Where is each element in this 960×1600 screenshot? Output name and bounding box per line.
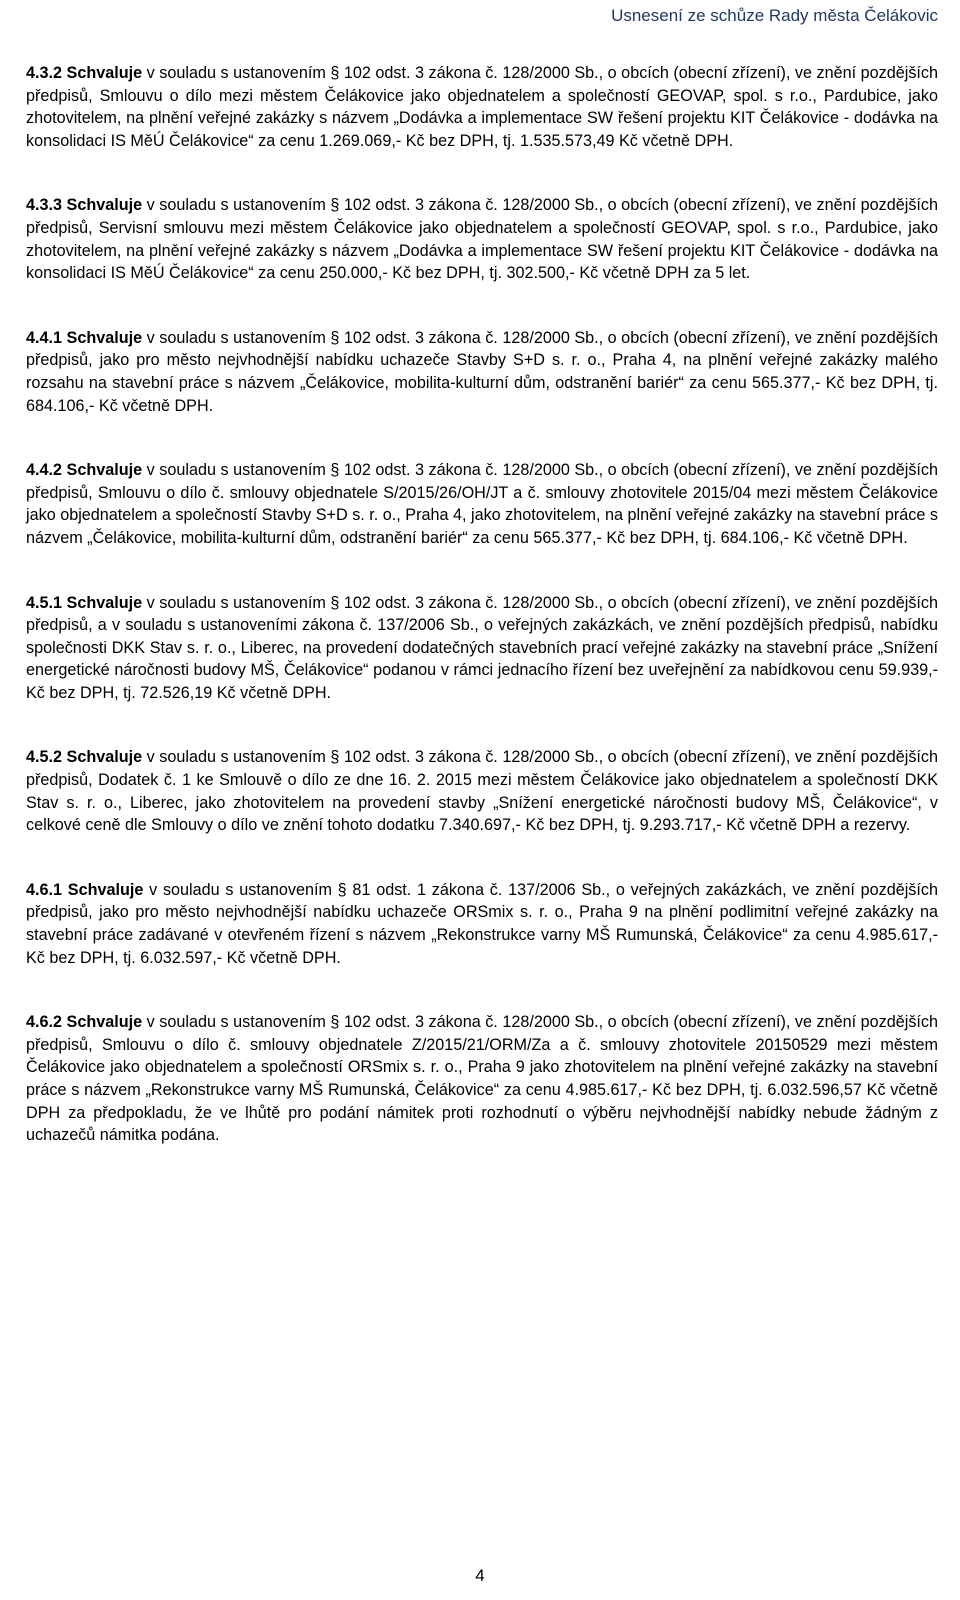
resolution-4-4-1 [26,327,938,417]
resolution-number: 4.6.2 [26,1013,63,1032]
resolution-number: 4.5.2 [26,748,63,767]
resolution-verb: Schvaluje [66,461,143,480]
resolution-text: v souladu s ustanovením § 102 odst. 3 zákona č. 128/2000 Sb., o obcích (obecní zřízení), ve znění pozdějších předpisů, a v souladu s ustanoveními zákona č. 137/2006 Sb., o veřejných zakázkách, ve znění pozdějších předpisů, nabídku společnosti DKK Stav s. r. o., Liberec, na provedení dodatečných stavebních prací veřejné zakázky na stavební práce „Snížení energetické náročnosti budovy MŠ, Čelákovice“ podanou v rámci jednacího řízení bez uveřejnění za nabídkovou cenu 59.939,- Kč bez DPH, tj. 72.526,19 Kč včetně DPH. [26,593,939,702]
resolution-text: v souladu s ustanovením § 102 odst. 3 zákona č. 128/2000 Sb., o obcích (obecní zřízení), ve znění pozdějších předpisů, Smlouvu o dílo č. smlouvy objednatele S/2015/26/OH/JT a č. smlouvy zhotovitele 2015/04 mezi městem Čelákovice jako objednatelem a společností Stavby S+D s. r. o., Praha 4, jako zhotovitelem, na plnění veřejné zakázky na stavební práce s názvem „Čelákovice, mobilita-kulturní dům, odstranění bariér“ za cenu 565.377,- Kč bez DPH, tj. 684.106,- Kč včetně DPH. [26,461,939,547]
resolution-number: 4.6.1 [26,880,63,899]
resolution-text: v souladu s ustanovením § 81 odst. 1 zákona č. 137/2006 Sb., o veřejných zakázkách, ve znění pozdějších předpisů, jako pro město nejvhodnější nabídku uchazeče ORSmix s. r. o., Praha 9 na plnění podlimitní veřejné zakázky na stavební práce zadávané v otevřeném řízení s názvem „Rekonstrukce varny MŠ Rumunská, Čelákovice“ za cenu 4.985.617,- Kč bez DPH, tj. 6.032.597,- Kč včetně DPH. [26,880,938,967]
resolution-number: 4.5.1 [26,593,63,612]
resolution-4-3-2 [26,62,938,152]
resolution-text: v souladu s ustanovením § 102 odst. 3 zákona č. 128/2000 Sb., o obcích (obecní zřízení), ve znění pozdějších předpisů, Smlouvu o dílo č. smlouvy objednatele Z/2015/21/ORM/Za a č. smlouvy zhotovitele 20150529 mezi městem Čelákovice jako objednatelem a společností ORSmix s. r. o., Praha 9 jako zhotovitelem na plnění veřejné zakázky na stavební práce s názvem „Rekonstrukce varny MŠ Rumunská, Čelákovice“ za cenu 4.985.617,- Kč bez DPH, tj. 6.032.596,57 Kč včetně DPH za předpokladu, že ve lhůtě pro podání námitek proti rozhodnutí o výběru nejvhodnější nabídky nebude žádným z uchazečů námitka podána. [26,1013,939,1145]
resolution-4-6-1 [26,879,938,969]
resolution-number: 4.4.2 [26,461,63,480]
resolution-text: v souladu s ustanovením § 102 odst. 3 zákona č. 128/2000 Sb., o obcích (obecní zřízení), ve znění pozdějších předpisů, Servisní smlouvu mezi městem Čelákovice jako objednatelem a společností GEOVAP, spol. s r.o., Pardubice, jako zhotovitelem, na plnění veřejné zakázky s názvem „Dodávka a implementace SW řešení projektu KIT Čelákovice - dodávka na konsolidaci IS MěÚ Čelákovice“ za cenu 250.000,- Kč bez DPH, tj. 302.500,- Kč včetně DPH za 5 let. [26,196,939,283]
page-number: 4 [475,1566,485,1585]
resolution-4-5-2 [26,746,938,836]
resolution-verb: Schvaluje [66,1013,143,1032]
resolution-verb: Schvaluje [66,328,143,347]
resolution-verb: Schvaluje [66,196,143,215]
page-header-title: Usnesení ze schůze Rady města Čelákovic [611,6,938,25]
resolution-number: 4.4.1 [26,328,63,347]
resolution-text: v souladu s ustanovením § 102 odst. 3 zákona č. 128/2000 Sb., o obcích (obecní zřízení), ve znění pozdějších předpisů, Smlouvu o dílo mezi městem Čelákovice jako objednatelem a společností GEOVAP, spol. s r.o., Pardubice, jako zhotovitelem, na plnění veřejné zakázky s názvem „Dodávka a implementace SW řešení projektu KIT Čelákovice - dodávka na konsolidaci IS MěÚ Čelákovice“ za cenu 1.269.069,- Kč bez DPH, tj. 1.535.573,49 Kč včetně DPH. [26,64,939,150]
resolution-text: v souladu s ustanovením § 102 odst. 3 zákona č. 128/2000 Sb., o obcích (obecní zřízení), ve znění pozdějších předpisů, Dodatek č. 1 ke Smlouvě o dílo ze dne 16. 2. 2015 mezi městem Čelákovice jako objednatelem a společností DKK Stav s. r. o., Liberec, jako zhotovitelem na provedení stavby „Snížení energetické náročnosti budovy MŠ, Čelákovice“, v celkové ceně dle Smlouvy o dílo ve znění tohoto dodatku 7.340.697,- Kč bez DPH, tj. 9.293.717,- Kč včetně DPH a rezervy. [26,748,939,835]
resolution-verb: Schvaluje [66,748,143,767]
resolution-verb: Schvaluje [66,593,143,612]
resolution-verb: Schvaluje [66,64,143,82]
resolution-4-4-2 [26,459,938,549]
resolution-4-3-3 [26,194,938,284]
resolutions-list [26,62,938,1189]
resolution-verb: Schvaluje [67,880,144,899]
resolution-number: 4.3.3 [26,196,63,215]
resolution-4-6-2 [26,1011,938,1147]
resolution-text: v souladu s ustanovením § 102 odst. 3 zákona č. 128/2000 Sb., o obcích (obecní zřízení), ve znění pozdějších předpisů, jako pro město nejvhodnější nabídku uchazeče Stavby S+D s. r. o., Praha 4, na plnění veřejné zakázky malého rozsahu na stavební práce s názvem „Čelákovice, mobilita-kulturní dům, odstranění bariér“ za cenu 565.377,- Kč bez DPH, tj. 684.106,- Kč včetně DPH. [26,328,939,415]
resolution-number: 4.3.2 [26,64,63,82]
resolution-4-5-1 [26,592,938,705]
